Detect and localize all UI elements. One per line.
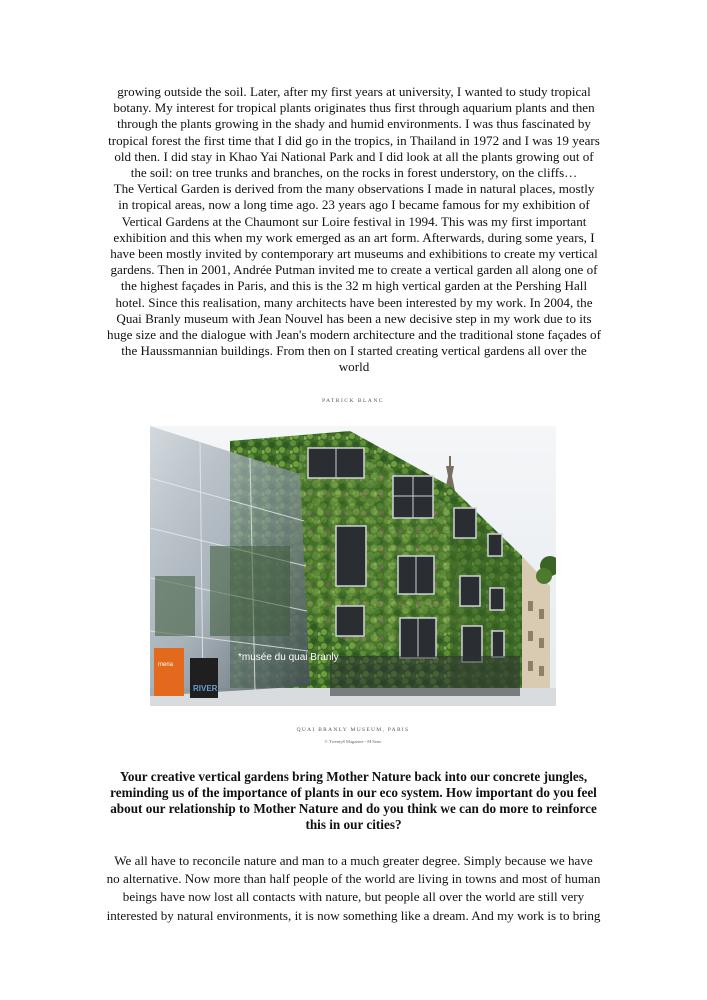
paragraph-line: tropical forest the first time that I did go in the tropics, in Thailand in 1972 and I was 19 years [108, 132, 600, 148]
question-line: about our relationship to Mother Nature and do you think we can do more to reinforce [110, 801, 597, 816]
paragraph-line: exhibition and this when my work emerged as an art form. Afterwards, during some years, I [113, 229, 595, 245]
body-paragraph [84, 84, 624, 376]
paragraph-line: growing outside the soil. Later, after my first years at university, I wanted to study tropical [117, 84, 591, 99]
paragraph-line: hotel. Since this realisation, many architects have been interested by my work. In 2004, the [115, 294, 593, 310]
figure-header: PATRICK BLANC [322, 398, 384, 404]
paragraph-line: Quai Branly museum with Jean Nouvel has been a new decisive step in my work due to its [116, 310, 592, 326]
vertical-garden-photo [150, 426, 556, 706]
interview-answer [70, 852, 637, 925]
paragraph-line: huge size and the dialogue with Jean's modern architecture and the traditional stone façades of [107, 327, 601, 343]
paragraph-line: have been mostly invited by contemporary art museums and exhibitions to create my vertical [110, 246, 598, 262]
photo-figure [150, 390, 556, 750]
paragraph-line: in tropical areas, now a long time ago. 23 years ago I became famous for my exhibition of [118, 197, 590, 213]
museum-sign: *musée du quai Branly [238, 652, 339, 663]
question-line: this in our cities? [305, 817, 402, 832]
interview-question [70, 769, 637, 833]
paragraph-line: the highest façades in Paris, and this is the 32 m high vertical garden at the Pershing Hall [120, 278, 588, 294]
paragraph-line: the Haussmannian buildings. From then on I started creating vertical gardens all over the [121, 343, 587, 359]
paragraph-line: the soil: on tree trunks and branches, on the rocks in forest understory, on the cliffs… [130, 165, 578, 181]
paragraph-line: world [338, 359, 370, 375]
answer-line: interested by natural environments, it is now something like a dream. And my work is to bring [106, 907, 601, 923]
paragraph-line: through the plants growing in the shady and humid environments. I was thus fascinated by [117, 116, 591, 132]
paragraph-line: botany. My interest for tropical plants originates thus first through aquarium plants and then [113, 100, 595, 116]
answer-line: beings have now lost all contacts with nature, but people all over the world are still very [122, 889, 585, 905]
photo-credit: © Twenty8 Magazine - M Seno [324, 739, 382, 744]
poster-left-text: mena [158, 662, 174, 668]
question-line: reminding us of the importance of plants in our eco system. How important do you feel [110, 785, 597, 800]
paragraph-line: Vertical Gardens at the Chaumont sur Loire festival in 1994. This was my first important [121, 213, 587, 229]
paragraph-line: gardens. Then in 2001, Andrée Putman invited me to create a vertical garden all along one of [110, 262, 598, 278]
answer-line: We all have to reconcile nature and man to a much greater degree. Simply because we have [114, 853, 593, 868]
photo-caption: QUAI BRANLY MUSEUM, PARIS [296, 727, 410, 733]
paragraph-line: The Vertical Garden is derived from the many observations I made in natural places, mostly [113, 181, 595, 197]
poster-right-text: RIVER [193, 684, 218, 693]
question-line: Your creative vertical gardens bring Mother Nature back into our concrete jungles, [119, 769, 588, 784]
answer-line: no alternative. Now more than half people of the world are living in towns and most of human [106, 871, 601, 887]
paragraph-line: old then. I did stay in Khao Yai National Park and I did look at all the plants growing out of [114, 148, 594, 164]
